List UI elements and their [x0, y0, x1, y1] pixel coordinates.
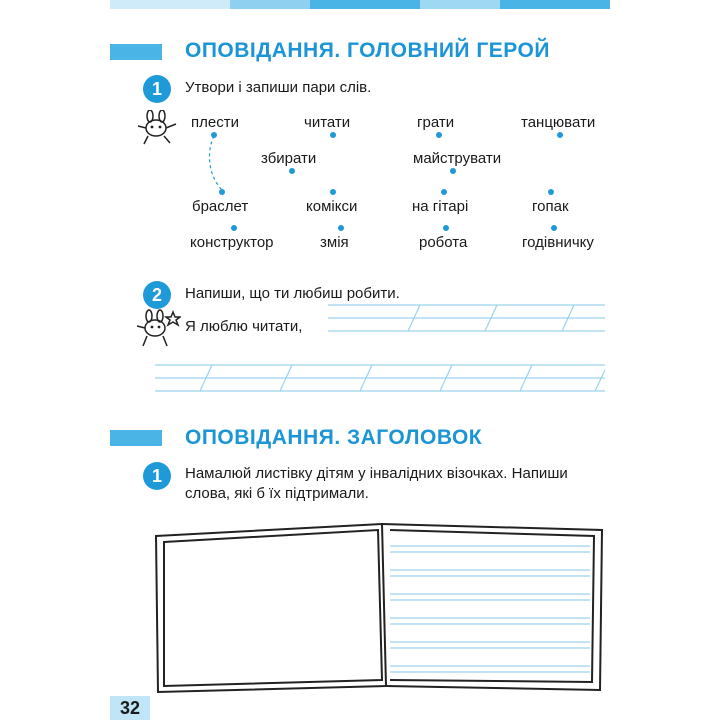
task-number: 1 [143, 75, 171, 103]
match-dot[interactable] [548, 189, 554, 195]
word-verb: танцювати [521, 114, 596, 131]
match-dot[interactable] [231, 225, 237, 231]
match-dot[interactable] [441, 189, 447, 195]
word-verb: плести [191, 114, 239, 131]
word-noun: змія [320, 234, 349, 251]
match-dot[interactable] [330, 189, 336, 195]
match-dot[interactable] [450, 168, 456, 174]
section-title: ОПОВІДАННЯ. ЗАГОЛОВОК [185, 426, 483, 449]
task-text: Утвори і запиши пари слів. [185, 79, 372, 96]
section-band [110, 44, 162, 60]
word-verb: майструвати [413, 150, 502, 167]
word-verb: читати [304, 114, 351, 131]
match-dot[interactable] [551, 225, 557, 231]
match-dot[interactable] [289, 168, 295, 174]
task-number: 1 [143, 462, 171, 490]
sentence-starter: Я люблю читати, [185, 318, 303, 335]
word-noun: робота [419, 234, 468, 251]
page-number: 32 [110, 696, 150, 720]
match-dot[interactable] [436, 132, 442, 138]
match-dot[interactable] [219, 189, 225, 195]
match-dot[interactable] [330, 132, 336, 138]
task-text: Напиши, що ти любиш робити. [185, 285, 400, 302]
writing-lines[interactable] [150, 300, 610, 400]
section-band [110, 430, 162, 446]
top-decor-bar [110, 0, 610, 9]
word-noun: годівничку [522, 234, 594, 251]
bunny-icon [134, 110, 180, 150]
word-noun: на гітарі [412, 198, 469, 215]
word-verb: грати [417, 114, 455, 131]
match-dot[interactable] [338, 225, 344, 231]
postcard[interactable] [150, 510, 610, 700]
word-noun: комікси [306, 198, 358, 215]
word-noun: конструктор [190, 234, 274, 251]
word-verb: збирати [261, 150, 317, 167]
word-noun: гопак [532, 198, 569, 215]
example-connector [205, 134, 229, 194]
task-text-line2: слова, які б їх підтримали. [185, 485, 369, 502]
task-number: 2 [143, 281, 171, 309]
word-noun: браслет [192, 198, 249, 215]
task-text-line1: Намалюй листівку дітям у інвалідних візочках. Напиши [185, 465, 568, 482]
section-title: ОПОВІДАННЯ. ГОЛОВНИЙ ГЕРОЙ [185, 39, 550, 62]
match-dot[interactable] [557, 132, 563, 138]
match-dot[interactable] [443, 225, 449, 231]
